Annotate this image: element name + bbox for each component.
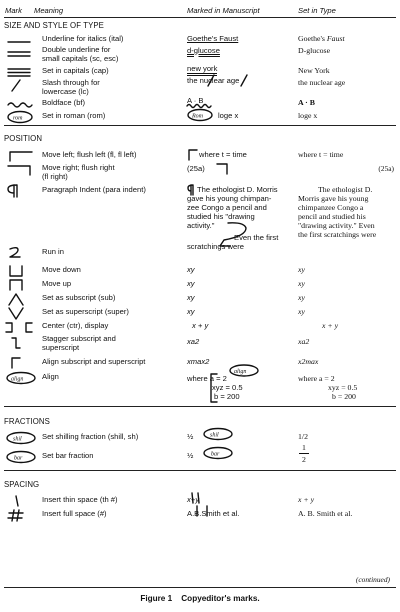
meaning-lowercase-2: lowercase (lc)	[42, 87, 89, 96]
st-subscript: xy	[298, 293, 305, 302]
figure-caption: Figure 1 Copyeditor's marks.	[140, 594, 260, 603]
st-lowercase: the nuclear age	[298, 78, 346, 87]
hash-mark-icon	[4, 508, 40, 522]
align-circle-word: align	[11, 376, 24, 383]
st-move-up: xy	[298, 279, 305, 288]
st-smallcaps: D-glucose	[298, 46, 331, 55]
meaning-italics: Underline for italics (ital)	[42, 34, 124, 43]
ms-move-right: (25a)	[187, 164, 205, 173]
meaning-move-right-2: (fl right)	[42, 172, 68, 181]
move-up-mark-icon	[4, 278, 40, 292]
st-indent-line-5: the first scratchings were	[298, 230, 377, 239]
ms-move-down: xy	[187, 265, 195, 274]
ms-shil-word: shil	[210, 432, 219, 439]
ms-run-in-line-0: Even the first	[234, 233, 279, 242]
st-align-sub: x2max	[298, 357, 319, 366]
st-thin-space: x + y	[298, 495, 315, 504]
ms-bar-word: bar	[211, 451, 220, 458]
meaning-shilling: Set shilling fraction (shill, sh)	[42, 432, 139, 441]
meaning-subscript: Set as subscript (sub)	[42, 293, 116, 302]
align-circle-mark-icon	[4, 371, 40, 385]
header-rule	[4, 17, 396, 18]
ms-move-left: where t = time	[199, 150, 247, 159]
ms-roman-text: loge x	[218, 111, 239, 120]
ms-indent-line-3: studied his "drawing	[187, 212, 255, 221]
ms-lowercase-slashes	[196, 73, 256, 87]
ms-shilling: ½	[187, 432, 194, 441]
st-bar-num: 1	[302, 443, 306, 452]
st-shilling: 1/2	[298, 432, 308, 441]
meaning-caps: Set in capitals (cap)	[42, 66, 109, 75]
st-align-line-1: xyz = 0.5	[328, 383, 358, 392]
meaning-full-space: Insert full space (#)	[42, 509, 107, 518]
ms-align-line-0: where a = 2	[187, 374, 227, 383]
ms-caps	[187, 64, 217, 73]
bottom-rule	[4, 587, 396, 588]
header-meaning: Meaning	[34, 6, 64, 15]
ms-bar-fraction: ½	[187, 451, 194, 460]
ms-move-right-bracket	[215, 162, 231, 176]
ms-align-line-1: xyz = 0.5	[212, 383, 243, 392]
meaning-move-left: Move left; flush left (fl, fl left)	[42, 150, 137, 159]
meaning-run-in: Run in	[42, 247, 64, 256]
st-italics-word: Faust	[326, 34, 345, 43]
ms-shil-circle-icon	[202, 427, 234, 441]
st-center: x + y	[322, 321, 339, 330]
st-bar-line	[299, 453, 309, 454]
bar-circle-mark-icon	[4, 450, 40, 464]
ms-run-in-line-1: scratchings were	[187, 242, 244, 251]
align-sub-super-mark-icon	[4, 356, 40, 370]
ms-indent-line-2: zee Congo a pencil and	[187, 203, 267, 212]
meaning-align-sub: Align subscript and superscript	[42, 357, 146, 366]
meaning-bold: Boldface (bf)	[42, 98, 86, 107]
ms-italics	[187, 34, 238, 43]
ms-align-line-2: b = 200	[214, 392, 240, 401]
ms-move-up: xy	[187, 279, 195, 288]
st-stagger: xa2	[298, 337, 310, 346]
meaning-center: Center (ctr), display	[42, 321, 109, 330]
ms-indent-line-0: The ethologist D. Morris	[197, 185, 278, 194]
st-align-line-0: where a = 2	[298, 374, 335, 383]
meaning-thin-space: Insert thin space (th #)	[42, 495, 118, 504]
caret-down-mark-icon	[4, 306, 40, 320]
ms-align-circle-icon	[228, 364, 260, 377]
ms-thin-space: x+y	[187, 495, 200, 504]
meaning-stagger-1: Stagger subscript and	[42, 334, 116, 343]
ms-align-bracket	[207, 372, 219, 404]
header-set-in-type: Set in Type	[298, 6, 336, 15]
triple-underline-mark-icon	[4, 65, 40, 79]
st-indent-line-2: chimpanzee Congo a	[298, 203, 364, 212]
meaning-stagger-2: superscript	[42, 343, 80, 352]
move-left-mark-icon	[4, 149, 40, 163]
thin-space-mark-icon	[4, 494, 40, 508]
shil-circle-mark-icon	[4, 431, 40, 445]
ms-thin-space-marks	[189, 491, 205, 505]
st-move-down: xy	[298, 265, 305, 274]
section-fractions: FRACTIONS	[4, 417, 50, 426]
ms-smallcaps	[187, 46, 220, 55]
ms-align-sub: xmax2	[187, 357, 210, 366]
st-bar-den: 2	[302, 455, 306, 464]
center-mark-icon	[4, 320, 40, 334]
section-position: POSITION	[4, 134, 43, 143]
bar-circle-word: bar	[14, 455, 23, 462]
st-align-line-2: b = 200	[332, 392, 356, 401]
section-size-style: SIZE AND STYLE OF TYPE	[4, 21, 104, 30]
double-underline-mark-icon	[4, 46, 40, 60]
slash-mark-icon	[4, 78, 40, 92]
st-caps: New York	[298, 66, 330, 75]
meaning-lowercase-1: Slash through for	[42, 78, 100, 87]
ms-center: x + y	[192, 321, 209, 330]
ms-superscript: xy	[187, 307, 195, 316]
meaning-roman: Set in roman (rom)	[42, 111, 106, 120]
meaning-smallcaps-2: small capitals (sc, esc)	[42, 54, 119, 63]
run-in-mark-icon	[4, 246, 40, 260]
header-mark: Mark	[5, 6, 22, 15]
meaning-smallcaps-1: Double underline for	[42, 45, 111, 54]
st-full-space: A. B. Smith et al.	[298, 509, 353, 518]
wavy-underline-mark-icon	[4, 97, 40, 111]
ms-subscript: xy	[187, 293, 195, 302]
move-right-mark-icon	[4, 163, 40, 177]
rom-circle-mark-icon	[4, 110, 40, 124]
ms-indent-line-4: activity."	[187, 221, 215, 230]
st-move-right: (25a)	[378, 164, 394, 173]
st-bold: A · B	[298, 98, 315, 107]
st-indent-line-0: The ethologist D.	[318, 185, 373, 194]
ms-full-space-marks	[193, 504, 221, 518]
ms-smallcaps-text: d-glucose	[187, 46, 220, 55]
meaning-indent: Paragraph Indent (para indent)	[42, 185, 146, 194]
meaning-move-down: Move down	[42, 265, 81, 274]
caret-up-mark-icon	[4, 292, 40, 306]
ms-bar-circle-icon	[202, 446, 234, 460]
st-indent-line-3: pencil and studied his	[298, 212, 366, 221]
st-indent-line-1: Morris gave his young	[298, 194, 369, 203]
section-rule-size	[4, 125, 396, 126]
ms-bold: A · B	[187, 96, 204, 105]
stagger-mark-icon	[4, 336, 40, 350]
meaning-bar-fraction: Set bar fraction	[42, 451, 94, 460]
ms-lowercase-text: the nuclear age	[187, 76, 240, 85]
ms-move-left-bracket	[186, 148, 200, 162]
ms-rom-word: Rom	[192, 113, 203, 120]
st-superscript: xy	[298, 307, 305, 316]
section-rule-position	[4, 406, 396, 407]
meaning-align: Align	[42, 372, 59, 381]
ms-italics-text: Goethe's Faust	[187, 34, 239, 43]
st-indent-line-4: "drawing activity." Even	[298, 221, 375, 230]
paragraph-mark-icon	[4, 184, 40, 198]
continued-note: (continued)	[355, 575, 390, 584]
ms-stagger: xa2	[187, 337, 200, 346]
move-down-mark-icon	[4, 264, 40, 278]
st-move-left: where t = time	[298, 150, 344, 159]
ms-align-word: align	[234, 369, 247, 375]
ms-full-space: A.B.Smith et al.	[187, 509, 240, 518]
ms-rom-circle-icon	[186, 108, 216, 122]
st-roman: loge x	[298, 111, 318, 120]
shil-circle-word: shil	[13, 436, 22, 443]
st-italics-pre: Goethe's	[298, 34, 327, 43]
ms-roman	[218, 111, 238, 120]
ms-caps-text: new york	[187, 64, 217, 76]
section-spacing: SPACING	[4, 480, 40, 489]
header-manuscript: Marked in Manuscript	[187, 6, 260, 15]
meaning-move-right-1: Move right; flush right	[42, 163, 115, 172]
meaning-superscript: Set as superscript (super)	[42, 307, 129, 316]
st-italics	[298, 34, 345, 43]
section-rule-fractions	[4, 470, 396, 471]
meaning-move-up: Move up	[42, 279, 72, 288]
ms-indent-line-1: gave his young chimpan-	[187, 194, 272, 203]
rom-circle-word: rom	[13, 115, 23, 122]
